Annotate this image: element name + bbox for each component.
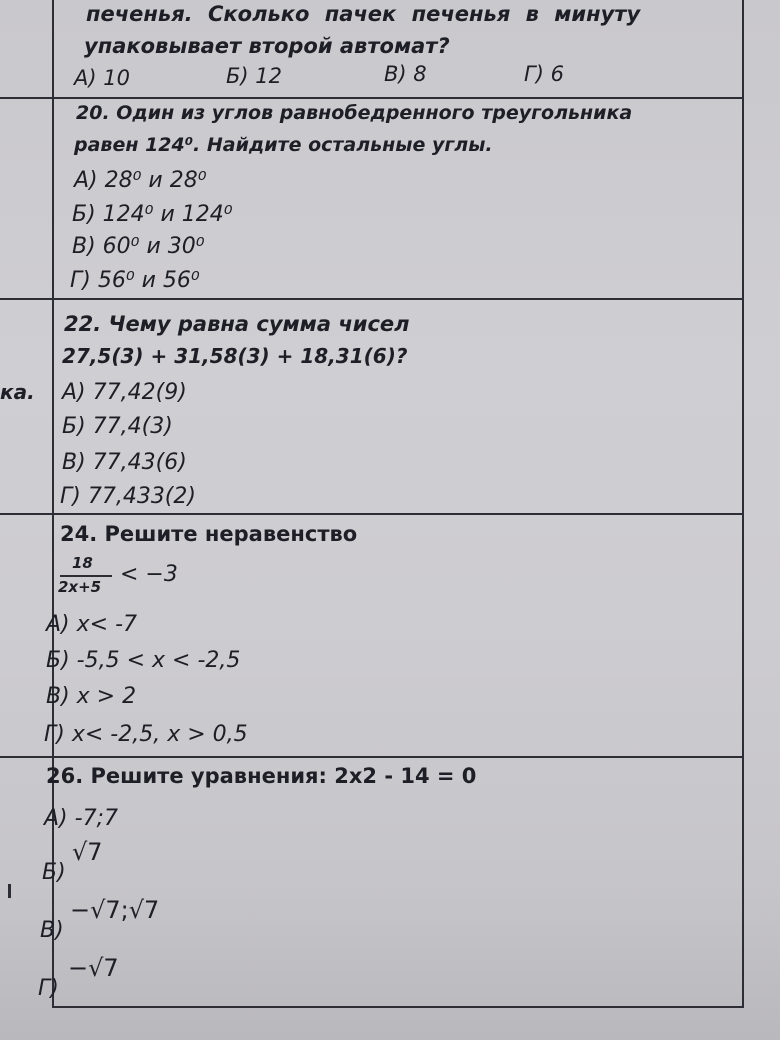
q18-option-a: А) 10: [74, 66, 130, 90]
q26-option-d-label: Г): [38, 976, 59, 1001]
table-bottom-border: [52, 1006, 744, 1008]
table-border-right: [742, 0, 744, 1008]
pen-mark: [8, 884, 11, 898]
q24-fraction: [58, 554, 198, 602]
q22-option-d: Г) 77,433(2): [60, 484, 196, 509]
q18-text-line1: печенья. Сколько пачек печенья в минуту: [86, 2, 641, 26]
q18-text-line2: упаковывает второй автомат?: [84, 34, 450, 58]
q18-option-b: Б) 12: [226, 64, 282, 88]
q24-option-b: Б) -5,5 < x < -2,5: [46, 648, 241, 673]
table-border-left: [52, 0, 54, 1008]
q22-option-c: В) 77,43(6): [62, 450, 187, 475]
q26-text-line1: 26. Решите уравнения: 2x2 - 14 = 0: [46, 764, 477, 788]
q20-option-a: А) 28⁰ и 28⁰: [74, 168, 207, 193]
q26-option-c-label: В): [40, 918, 64, 943]
row-divider: [0, 298, 744, 300]
q20-text-line1: 20. Один из углов равнобедренного треугольника: [76, 102, 633, 124]
q26-option-b-label: Б): [42, 860, 66, 885]
q24-option-d: Г) x< -2,5, x > 0,5: [44, 722, 248, 747]
fraction-numerator: 18: [72, 554, 93, 572]
q20-text-line2: равен 124⁰. Найдите остальные углы.: [74, 134, 493, 156]
inequality-relation: < −3: [120, 562, 178, 587]
q26-option-b-value: √7: [72, 838, 103, 866]
q20-option-c: В) 60⁰ и 30⁰: [72, 234, 205, 259]
fraction-denominator: 2x+5: [58, 578, 102, 596]
q22-option-a: А) 77,42(9): [62, 380, 187, 405]
q22-text-line2: 27,5(3) + 31,58(3) + 18,31(6)?: [62, 344, 408, 368]
q24-option-c: В) x > 2: [46, 684, 137, 709]
q18-option-d: Г) 6: [524, 62, 564, 86]
q18-option-c: В) 8: [384, 62, 427, 86]
fraction-bar: [60, 575, 112, 577]
q24-text-line1: 24. Решите неравенство: [60, 522, 358, 546]
q20-option-d: Г) 56⁰ и 56⁰: [70, 268, 200, 293]
q22-text-line1: 22. Чему равна сумма чисел: [64, 312, 410, 336]
q26-option-a: А) -7;7: [44, 806, 118, 831]
q20-option-b: Б) 124⁰ и 124⁰: [72, 202, 233, 227]
q26-option-d-value: −√7: [68, 954, 119, 982]
q22-option-b: Б) 77,4(3): [62, 414, 173, 439]
q24-option-a: А) x< -7: [46, 612, 138, 637]
row-divider: [0, 97, 744, 99]
row-divider: [0, 756, 744, 758]
q26-option-c-value: −√7;√7: [70, 896, 160, 924]
row-divider: [0, 513, 744, 515]
left-column-fragment: ка.: [0, 380, 35, 404]
